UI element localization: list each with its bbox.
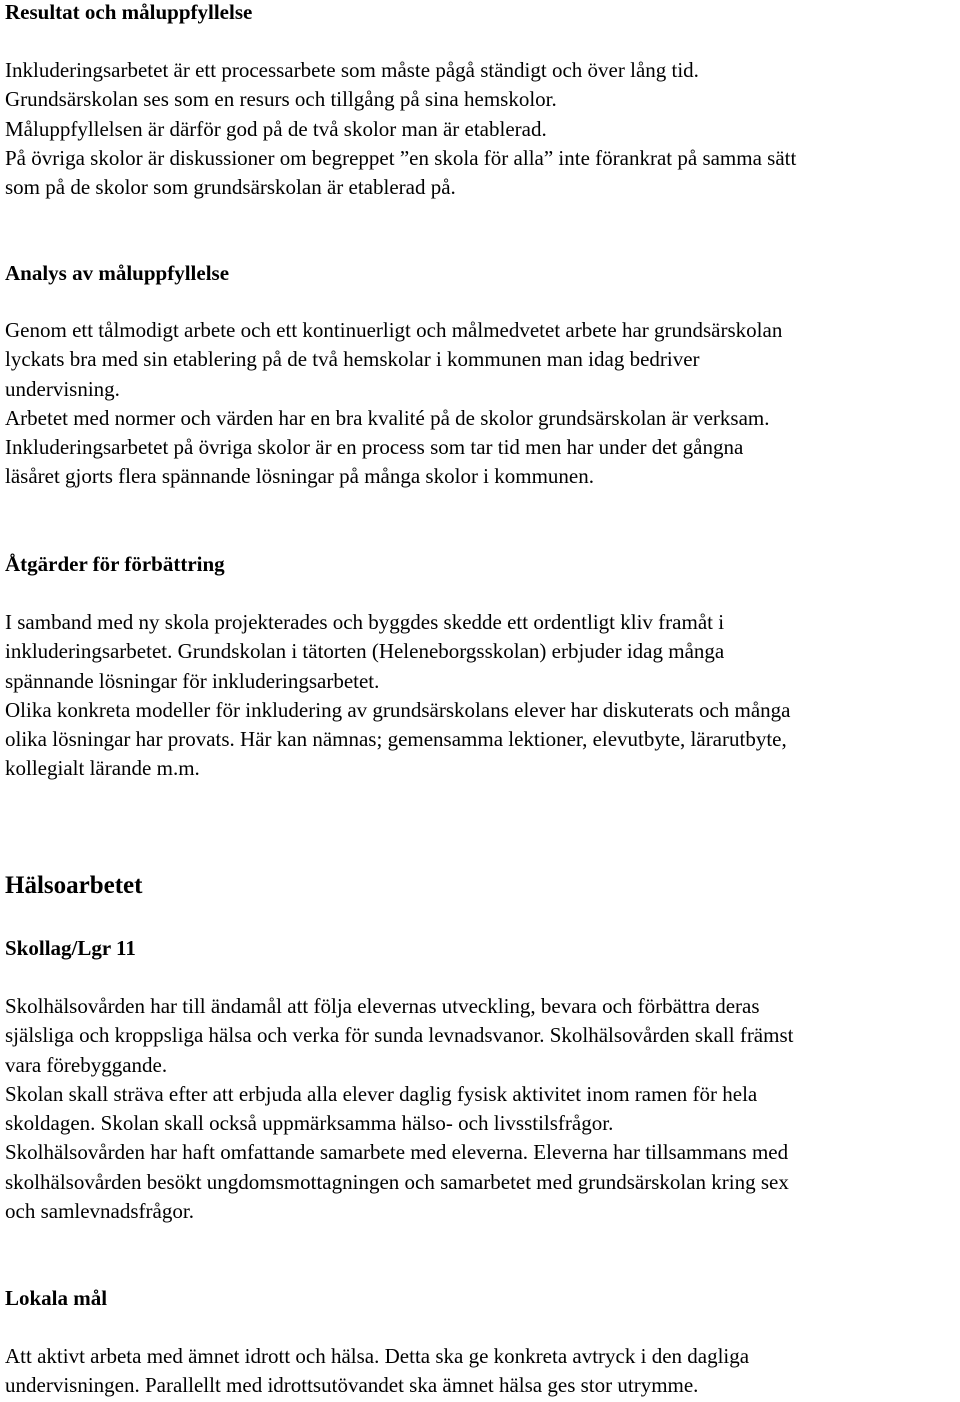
paragraph-atgarder	[5, 608, 791, 784]
text-line: olika lösningar har provats. Här kan nämnas; gemensamma lektioner, elevutbyte, lärarutbyte,	[5, 727, 787, 752]
heading-resultat: Resultat och måluppfyllelse	[5, 0, 253, 24]
text-line: Inkluderingsarbetet på övriga skolor är en process som tar tid men har under det gångna	[5, 435, 744, 460]
text-line: Genom ett tålmodigt arbete och ett kontinuerligt och målmedvetet arbete har grundsärskolan	[5, 318, 783, 342]
text-line: inkluderingsarbetet. Grundskolan i tätorten (Heleneborgsskolan) erbjuder idag många	[5, 639, 725, 664]
text-line: läsåret gjorts flera spännande lösningar på många skolor i kommunen.	[5, 464, 595, 489]
text-line: Måluppfyllelsen är därför god på de två skolor man är etablerad.	[5, 116, 547, 141]
text-line: lyckats bra med sin etablering på de två hemskolar i kommunen man idag bedriver	[5, 347, 700, 372]
text-line: och samlevnadsfrågor.	[5, 1199, 194, 1224]
text-line: I samband med ny skola projekterades och byggdes skedde ett ordentligt kliv framåt i	[5, 610, 725, 634]
text-line: Olika konkreta modeller för inkludering av grundsärskolans elever har diskuterats och många	[5, 697, 791, 722]
text-line: undervisning.	[5, 376, 120, 401]
text-line: Arbetet med normer och värden har en bra kvalité på de skolor grundsärskolan är verksam.	[5, 405, 770, 430]
paragraph-halsoarbetet	[5, 992, 793, 1226]
text-line: Inkluderingsarbetet är ett processarbete som måste pågå ständigt och över lång tid.	[5, 58, 699, 82]
heading-atgarder: Åtgärder för förbättring	[5, 552, 225, 576]
text-line: skoldagen. Skolan skall också uppmärksamma hälso- och livsstilsfrågor.	[5, 1111, 614, 1136]
paragraph-lokala-mal	[5, 1342, 749, 1401]
paragraph-resultat	[5, 56, 796, 202]
text-line: På övriga skolor är diskussioner om begreppet ”en skola för alla” inte förankrat på samma sätt	[5, 145, 797, 170]
paragraph-analys	[5, 316, 782, 492]
text-line: undervisningen. Parallellt med idrottsutövandet ska ämnet hälsa ges stor utrymme.	[5, 1373, 699, 1398]
text-line: Att aktivt arbeta med ämnet idrott och hälsa. Detta ska ge konkreta avtryck i den dagliga	[5, 1344, 750, 1368]
subheading-skollag: Skollag/Lgr 11	[5, 936, 136, 960]
heading-analys: Analys av måluppfyllelse	[5, 261, 230, 285]
text-line: Grundsärskolan ses som en resurs och tillgång på sina hemskolor.	[5, 87, 557, 112]
text-line: spännande lösningar för inkluderingsarbetet.	[5, 668, 380, 693]
text-line: själsliga och kroppsliga hälsa och verka för sunda levnadsvanor. Skolhälsovården skall främst	[5, 1023, 794, 1048]
text-line: Skolan skall sträva efter att erbjuda alla elever daglig fysisk aktivitet inom ramen för hela	[5, 1081, 758, 1106]
text-line: Skolhälsovården har till ändamål att följa elevernas utveckling, bevara och förbättra deras	[5, 994, 760, 1018]
text-line: vara förebyggande.	[5, 1052, 168, 1077]
text-line: Skolhälsovården har haft omfattande samarbete med eleverna. Eleverna har tillsammans med	[5, 1140, 789, 1165]
text-line: skolhälsovården besökt ungdomsmottagningen och samarbetet med grundsärskolan kring sex	[5, 1169, 789, 1194]
heading-halsoarbetet: Hälsoarbetet	[5, 872, 143, 899]
text-line: kollegialt lärande m.m.	[5, 756, 200, 781]
text-line: som på de skolor som grundsärskolan är etablerad på.	[5, 175, 456, 200]
heading-lokala-mal: Lokala mål	[5, 1286, 108, 1310]
